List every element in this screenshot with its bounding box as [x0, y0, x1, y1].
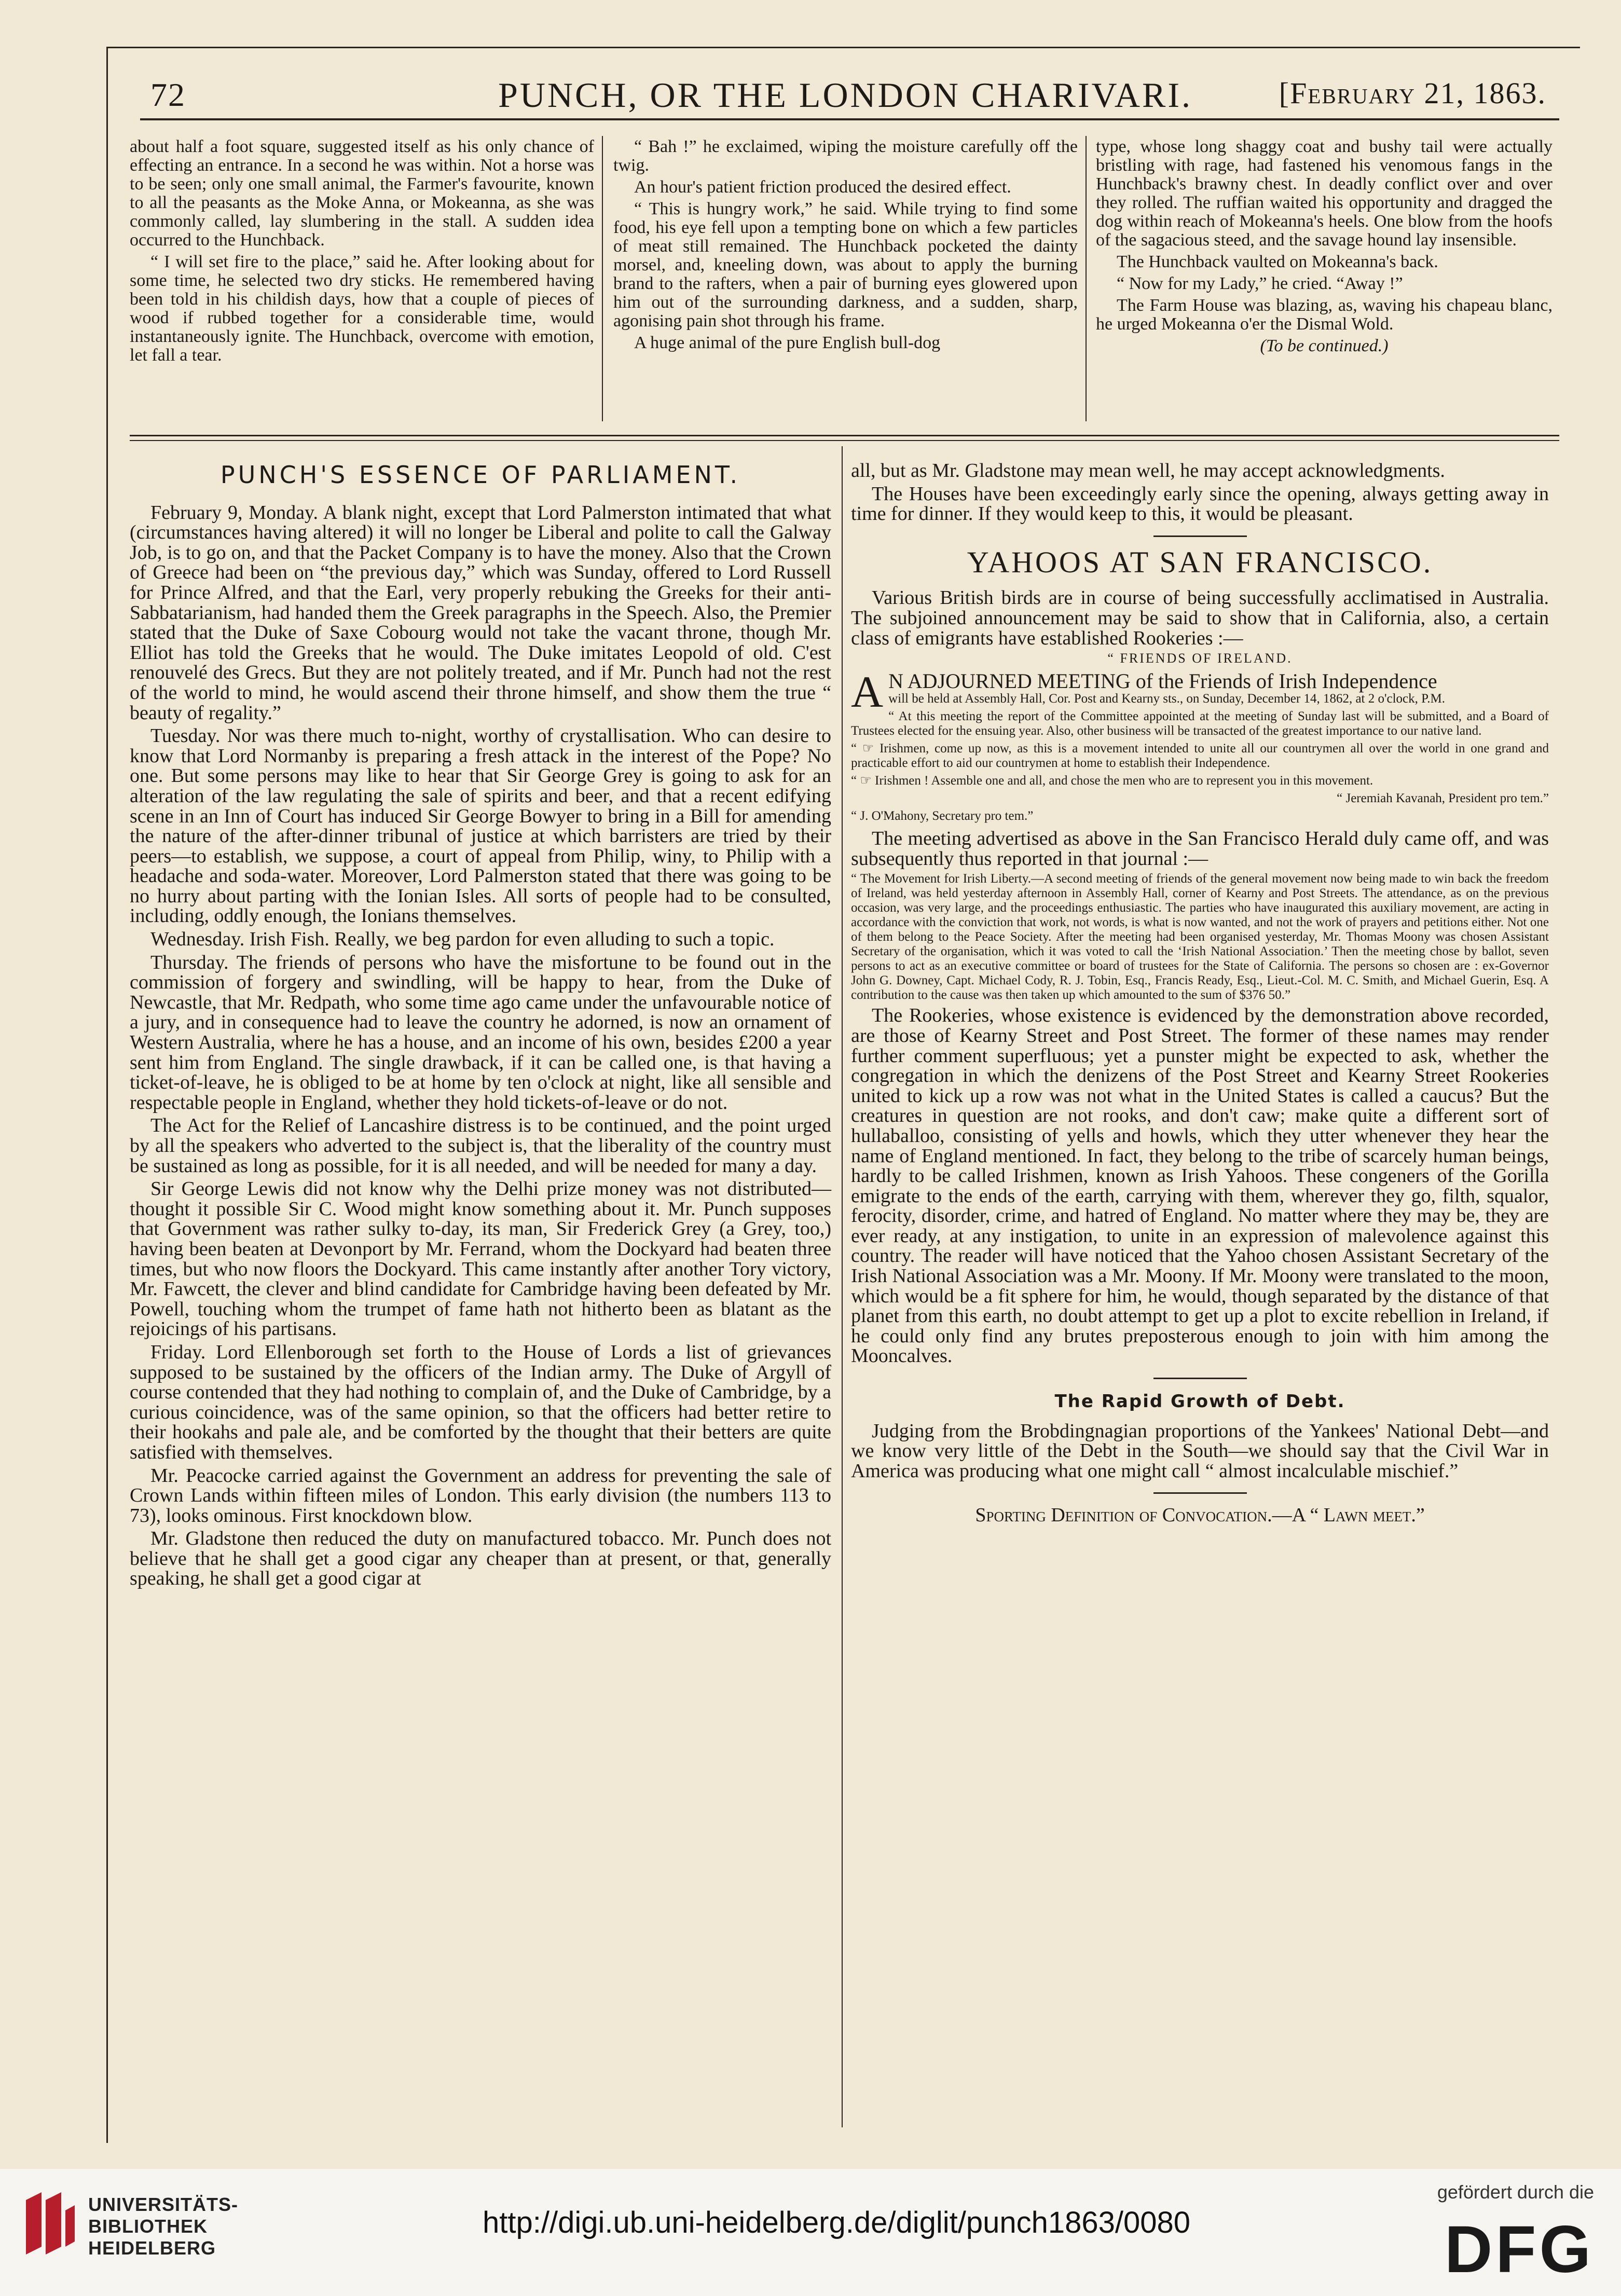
dfg-logo: DFG — [1444, 2212, 1594, 2287]
story-column-1 — [130, 138, 594, 368]
notice-line: “ At this meeting the report of the Committee appointed at the meeting of Sunday last will be submitted, and a Board of Trustees elected for the ensuing year. Also, other business will be transacted of the greatest importance to our native land. — [851, 709, 1549, 738]
story-paragraph: type, whose long shaggy coat and bushy tail were actually bristling with rage, had fastened his venomous fangs in the Hunchback's brawny chest. In deadly conflict over and over they rolled. The ruffian waited his opportunity and dragged the dog within reach of Mokeanna's heels. One blow from the hoofs of the sagacious steed, and the savage hound lay insensible. — [1096, 137, 1553, 250]
permalink[interactable]: http://digi.ub.uni-heidelberg.de/diglit/punch1863/0080 — [483, 2206, 1191, 2239]
story-paragraph: A huge animal of the pure English bull-dog — [634, 333, 941, 352]
notice-signature: “ Jeremiah Kavanah, President pro tem.” — [1337, 791, 1549, 806]
parliament-continuation: all, but as Mr. Gladstone may mean well, he may accept acknowledgments. — [851, 460, 1445, 482]
rookeries-paragraph: The Rookeries, whose existence is evidenced by the demonstration above recorded, are those of Kearny Street and Post Street. The former of these names may render further comment superfluous; yet a punster might be expected to ask, whether the congregation in which the denizens of the Post Street and Kearny Street Rookeries united to kick up a row was not what in the United States is called a caucus? But the creatures in question are not rooks, and don't caw; make quite a different sort of hullaballoo, consisting of yells and howls, which they utter whenever they hear the name of England mentioned. In fact, they belong to the tribe of scarcely human beings, hardly to be called Irishmen, known as Irish Yahoos. These congeners of the Gorilla emigrate to the ends of the earth, carrying with them, wherever they go, filth, squalor, ferocity, disorder, crime, and hatred of England. No matter where they may be, they are ever ready, at any instigation, to unite in an expression of malevolence against this country. The reader will have noticed that the Yahoo chosen Assistant Secretary of the Irish National Association was a Mr. Moony. If Mr. Moony were translated to the moon, which would be a fit sphere for him, he would, though separated by the distance of that planet from this earth, no doubt attempt to get up a plot to excite rebellion in Ireland, if he could only find any brutes preposterous enough to join with him among the Mooncalves. — [851, 1005, 1549, 1367]
parliament-paragraph: Mr. Peacocke carried against the Government an address for preventing the sale of Crown Lands within fifteen miles of London. This early division (the numbers 113 to 73), looks ominous. First knockdown blow. — [130, 1464, 831, 1527]
section-rule — [130, 440, 1559, 441]
university-library-logo-icon — [21, 2190, 78, 2257]
story-column-3 — [1096, 138, 1553, 359]
parliament-paragraph: Friday. Lord Ellenborough set forth to the House of Lords a list of grievances supposed to be sustained by the officers of the Indian army. The Duke of Argyll of course contended that they had nothing to complain of, and the Duke of Cambridge, by a curious coincidence, was of the same opinion, so that the officers had better retire to their hookahs and pale ale, and be comforted by the thought that their betters are quite satisfied with themselves. — [130, 1341, 831, 1463]
parliament-paragraph: February 9, Monday. A blank night, except that Lord Palmerston intimated that what (circumstances having altered) it will no longer be Liberal and polite to call the Galway Job, is to go on, and that the Packet Company is to have the money. Also that the Crown of Greece had been on “the previous day,” which was Sunday, offered to Lord Russell for Prince Alfred, and that the Earl, very properly rebuking the Greeks for their anti-Sabbatarianism, had handed them the Greek paragraphs in the Speech. Also, the Premier stated that the Duke of Saxe Cobourg would not take the vacant throne, though Mr. Elliot has told the Greeks that he would. The Duke imitates Leopold of old. C'est renouvelé des Grecs. But they are not politely treated, and if Mr. Punch had not the rest of the world to mind, he would ascend their throne himself, and show them the true “ beauty of regality.” — [130, 501, 831, 724]
header-rule — [140, 118, 1559, 120]
parliament-column — [130, 461, 831, 1592]
parliament-paragraph: Thursday. The friends of persons who have the misfortune to be found out in the commission of forgery and swindling, will be happy to hear, from the Duke of Newcastle, that Mr. Redpath, who some time ago came under the unfavourable notice of a jury, and in consequence had to leave the country he adorned, is now an ornament of Western Australia, where he has a house, and an income of his own, besides £200 a year sent him from England. The single drawback, if it can be called one, is that having a ticket-of-leave, he is obliged to be at home by ten o'clock at night, like all sensible and respectable people in England, whether they hold tickets-of-leave or do not. — [130, 951, 831, 1113]
notice-signature: “ J. O'Mahony, Secretary pro tem.” — [851, 809, 1034, 823]
notice-line: will be held at Assembly Hall, Cor. Post and Kearny sts., on Sunday, December 14, 1862, at 2 o'clock, P.M. — [888, 692, 1445, 706]
yahoos-intro: Various British birds are in course of being successfully acclimatised in Australia. The subjoined announcement may be said to show that in California, also, a certain class of emigrants have established Rookeries :— — [851, 587, 1549, 649]
section-rule — [130, 435, 1559, 436]
parliament-paragraph: Sir George Lewis did not know why the Delhi prize money was not distributed—thought it possible Sir C. Wood might know something about it. Mr. Punch supposes that Government was rather sulky to-day, its man, Sir Frederick Grey (a Grey, too,) having been beaten at Devonport by Mr. Ferrand, whom the Dockyard had beaten three times, but who now floors the Dockyard. This came instantly after another Tory victory, Mr. Fawcett, the clever and blind candidate for Cambridge having been defeated by Mr. Powell, touching whom the trumpet of fame hath not hitherto been as blatant as the rejoicings of his partisans. — [130, 1178, 831, 1340]
sporting-definition: Sporting Definition of Convocation.—A “ Lawn meet.” — [975, 1504, 1425, 1527]
story-paragraph: “ Bah !” he exclaimed, wiping the moisture carefully off the twig. — [613, 137, 1078, 175]
drop-cap: A — [851, 667, 884, 717]
herald-report: “ The Movement for Irish Liberty.—A second meeting of friends of the general movement now being made to win back the freedom of Ireland, was held yesterday afternoon in Assembly Hall, corner of Kearny and Post Streets. The attendance, as on the previous occasion, was very large, and the proceedings enthusiastic. The parties who have inaugurated this auxiliary movement, are acting in accordance with the conviction that work, not words, is what is now wanted, and not the work of prayers and petitions either. Not one of them belong to the Peace Society. After the meeting had been organised yesterday, Mr. Thomas Moony was chosen Assistant Secretary of the organisation, which it was voted to call the ‘Irish National Association.’ Then the meeting chose by ballot, seven persons to act as an executive committee or board of trustees for the State of California. The persons so chosen are : ex-Governor John G. Downey, Capt. Michael Cody, R. J. Tobin, Esq., Francis Ready, Esq., Lieut.-Col. M. C. Smith, and Michael Guerin, Esq. A contribution to the cause was then taken up which amounted to the sum of $376 50.” — [851, 872, 1549, 1002]
houses-paragraph: The Houses have been exceedingly early since the opening, always getting away in time for dinner. If they would keep to this, it would be pleasant. — [851, 483, 1549, 525]
library-name — [88, 2194, 238, 2259]
notice-line: “ ☞ Irishmen, come up now, as this is a movement intended to unite all our countrymen all over the world in one grand and practicable effort to aid our countrymen at home to establish their Independence. — [851, 741, 1549, 771]
parliament-paragraph: Mr. Gladstone then reduced the duty on manufactured tobacco. Mr. Punch does not believe that he shall get a good cigar any cheaper than at present, or that, generally speaking, he shall get a good cigar at — [130, 1528, 831, 1590]
parliament-paragraph: Tuesday. Nor was there much to-night, worthy of crystallisation. Who can desire to know that Lord Normanby is preparing a fresh attack in the interest of the Pope? No one. But some persons may like to hear that Sir George Grey is going to ask for an alteration of the law regulating the sale of spirits and beer, and that a recent edifying scene in an Inn of Court has induced Sir George Bowyer to bring in a Bill for amending the nature of the after-dinner tribunal of justice at which barristers are tried by their peers—to establish, we suppose, a court of appeal from Philip, winy, to Philip with a headache and soda-water. Moreover, Lord Palmerston stated that there was going to be no hurry about parting with the Ionian Isles. All sorts of people had to be consulted, including, oddly enough, the Ionians themselves. — [130, 725, 831, 927]
debt-paragraph: Judging from the Brobdingnagian proportions of the Yankees' National Debt—and we know very little of the Debt in the South—we should say that the Civil War in America was producing what one might call “ almost incalculable mischief.” — [851, 1420, 1549, 1482]
story-paragraph: An hour's patient friction produced the desired effect. — [634, 177, 1011, 197]
meeting-paragraph: The meeting advertised as above in the San Francisco Herald duly came off, and was subsequently thus reported in that journal :— — [851, 828, 1549, 870]
right-column — [851, 461, 1549, 1529]
yahoos-heading: YAHOOS AT SAN FRANCISCO. — [967, 545, 1433, 579]
advertisement-notice — [851, 651, 1549, 823]
parliament-paragraph: The Act for the Relief of Lancashire distress is to be continued, and the point urged by all the speakers who adverted to the subject is, that the liberality of the country must be sustained as long as possible, for it is all needed, and will be needed for many a day. — [130, 1115, 831, 1177]
column-divider — [602, 136, 603, 421]
page-header — [145, 67, 1546, 125]
story-paragraph: “ This is hungry work,” he said. While trying to find some food, his eye fell upon a tempting bone on which a few particles of meat still remained. The Hunchback pocketed the dainty morsel, and, kneeling down, was about to apply the burning brand to the rafters, when a pair of burning eyes glowered upon him out of the surrounding darkness, and a sudden, sharp, agonising pain shot through his frame. — [613, 199, 1078, 331]
story-column-2 — [613, 138, 1078, 355]
page-border-left — [106, 47, 108, 2143]
funded-by-label: gefördert durch die — [1437, 2181, 1594, 2203]
short-rule — [1153, 535, 1247, 537]
page-number: 72 — [150, 76, 186, 113]
digitisation-footer — [0, 2169, 1621, 2296]
story-paragraph: “ I will set fire to the place,” said he. After looking about for some time, he selected two dry sticks. He remembered having been told in his childish days, how that a couple of pieces of wood if rubbed together for a considerable time, would instantaneously ignite. The Hunchback, overcome with emotion, let fall a tear. — [130, 252, 594, 365]
page-border-top — [106, 47, 1580, 48]
parliament-paragraph: Wednesday. Irish Fish. Really, we beg pardon for even alluding to such a topic. — [150, 928, 775, 951]
notice-line: “ ☞ Irishmen ! Assemble one and all, and chose the men who are to represent you in this movement. — [851, 774, 1373, 788]
short-rule — [1153, 1492, 1247, 1494]
notice-headline-text: N ADJOURNED MEETING of the Friends of Irish Independence — [888, 669, 1437, 693]
masthead-title: PUNCH, OR THE LONDON CHARIVARI. — [498, 75, 1193, 115]
library-name-line: BIBLIOTHEK — [88, 2216, 208, 2237]
parliament-heading: PUNCH'S ESSENCE OF PARLIAMENT. — [220, 461, 741, 489]
friends-heading: “ FRIENDS OF IRELAND. — [1107, 651, 1293, 666]
column-divider — [1086, 136, 1087, 421]
story-paragraph: about half a foot square, suggested itself as his only chance of effecting an entrance. In a second he was within. Not a horse was to be seen; only one small animal, the Farmer's favourite, known to all the peasants as the Moke Anna, or Mokeanna, as she was commonly called, lay slumbering in the stall. A sudden idea occurred to the Hunchback. — [130, 137, 594, 250]
story-paragraph: “ Now for my Lady,” he cried. “Away !” — [1117, 274, 1403, 293]
debt-heading: The Rapid Growth of Debt. — [1054, 1391, 1345, 1412]
short-rule — [1153, 1378, 1247, 1379]
to-be-continued: (To be continued.) — [1260, 336, 1389, 355]
story-paragraph: The Farm House was blazing, as, waving his chapeau blanc, he urged Mokeanna o'er the Dismal Wold. — [1096, 296, 1553, 334]
column-divider — [842, 446, 843, 2127]
library-name-line: UNIVERSITÄTS- — [88, 2194, 239, 2215]
library-name-line: HEIDELBERG — [88, 2237, 216, 2259]
issue-date: [February 21, 1863. — [1279, 76, 1546, 110]
story-paragraph: The Hunchback vaulted on Mokeanna's back. — [1117, 252, 1438, 271]
